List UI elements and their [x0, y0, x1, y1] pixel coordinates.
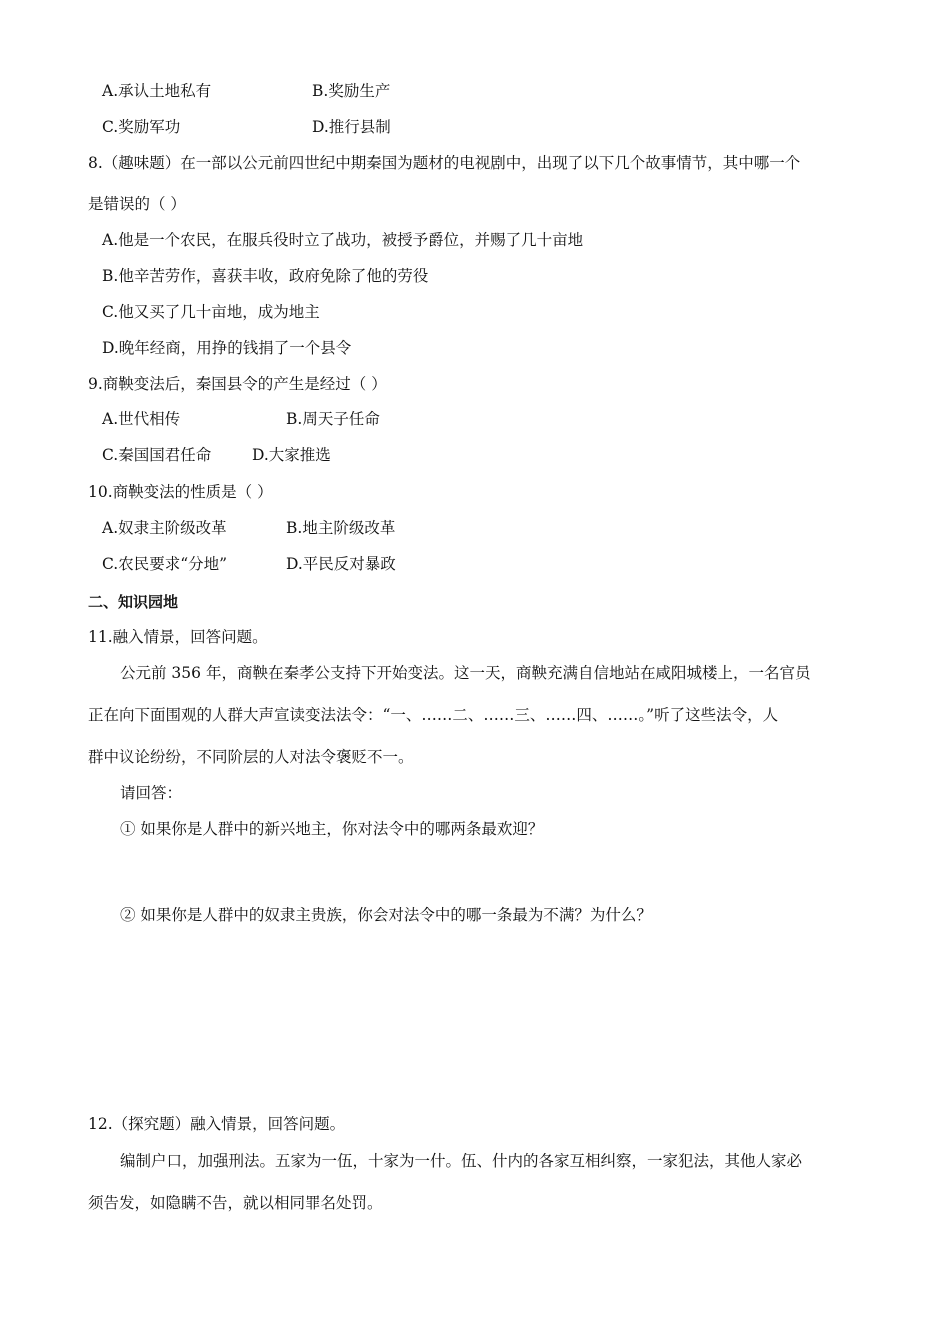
q10-option-a: A.奴隶主阶级改革 [102, 519, 227, 537]
q7-option-c: C.奖励军功 [102, 118, 181, 136]
q11-subquestion-1: ① 如果你是人群中的新兴地主，你对法令中的哪两条最欢迎？ [120, 820, 544, 838]
q7-option-a: A.承认土地私有 [102, 82, 212, 100]
q10-option-d: D.平民反对暴政 [286, 555, 396, 573]
q12-paragraph-line2: 须告发，如隐瞒不告，就以相同罪名处罚。 [88, 1194, 383, 1212]
q7-option-b: B.奖励生产 [312, 82, 391, 100]
q9-option-b: B.周天子任命 [286, 410, 380, 428]
q11-prompt: 请回答： [120, 784, 183, 802]
section-heading: 二、知识园地 [88, 593, 179, 611]
q8-option-b: B.他辛苦劳作，喜获丰收，政府免除了他的劳役 [102, 267, 429, 285]
q10-option-c: C.农民要求“分地” [102, 555, 228, 573]
q11-paragraph-line2: 正在向下面围观的人群大声宣读变法法令：“一、……二、……三、……四、……。”听了这些法令，人 [88, 706, 779, 724]
q7-option-d: D.推行县制 [312, 118, 391, 136]
q11-paragraph-line1: 公元前 356 年，商鞅在秦孝公支持下开始变法。这一天，商鞅充满自信地站在咸阳城楼上，一名官员 [120, 664, 811, 682]
q8-option-a: A.他是一个农民，在服兵役时立了战功，被授予爵位，并赐了几十亩地 [102, 231, 584, 249]
q8-stem-line1: 8.（趣味题）在一部以公元前四世纪中期秦国为题材的电视剧中，出现了以下几个故事情节，其中哪一个 [88, 154, 801, 172]
q9-option-d: D.大家推选 [252, 446, 331, 464]
q8-option-c: C.他又买了几十亩地，成为地主 [102, 303, 320, 321]
q12-stem: 12.（探究题）融入情景，回答问题。 [88, 1115, 346, 1133]
q12-paragraph-line1: 编制户口，加强刑法。五家为一伍，十家为一什。伍、什内的各家互相纠察，一家犯法，其他人家必 [120, 1152, 803, 1170]
q10-option-b: B.地主阶级改革 [286, 519, 396, 537]
q11-paragraph-line3: 群中议论纷纷，不同阶层的人对法令褒贬不一。 [88, 748, 414, 766]
q9-option-a: A.世代相传 [102, 410, 181, 428]
q11-subquestion-2: ② 如果你是人群中的奴隶主贵族，你会对法令中的哪一条最为不满？为什么？ [120, 906, 652, 924]
q10-stem: 10.商鞅变法的性质是（ ） [88, 483, 273, 501]
q11-stem: 11.融入情景，回答问题。 [88, 628, 268, 646]
q9-stem: 9.商鞅变法后，秦国县令的产生是经过（ ） [88, 375, 387, 393]
q9-option-c: C.秦国国君任命 [102, 446, 212, 464]
q8-stem-line2: 是错误的（ ） [88, 195, 186, 213]
q8-option-d: D.晚年经商，用挣的钱捐了一个县令 [102, 339, 352, 357]
